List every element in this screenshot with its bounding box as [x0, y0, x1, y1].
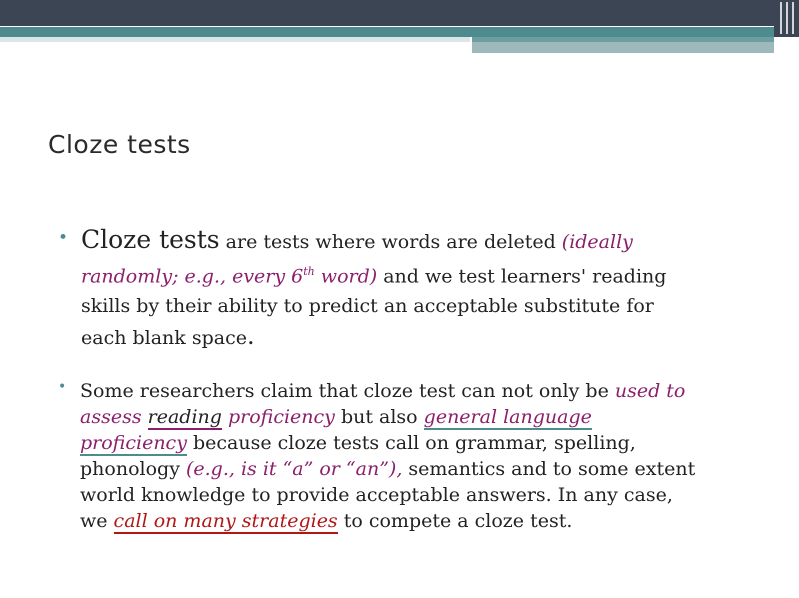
header-bar	[0, 0, 799, 26]
bullet-line	[81, 321, 758, 353]
text-span: and we test learners' reading	[377, 265, 667, 288]
text-span: general language	[423, 406, 592, 428]
slide-title: Cloze tests	[48, 130, 191, 159]
text-span: randomly; e.g., every 6	[81, 265, 304, 288]
text-span: call on many strategies	[113, 510, 338, 532]
text-span: to compete a cloze test.	[337, 510, 573, 532]
bullet-researchers-claim	[58, 378, 758, 534]
text-span: but also	[334, 406, 424, 428]
bullet-line	[80, 508, 750, 534]
text-span: phonology	[80, 458, 186, 480]
bullet-line: world knowledge to provide acceptable answers. In any case,	[80, 484, 673, 506]
accent-strip-light	[0, 37, 470, 42]
bullet-text	[80, 378, 750, 534]
text-span: (e.g., is it “a” or “an”),	[185, 458, 403, 480]
bullet-line	[80, 456, 750, 482]
text-span: word)	[314, 265, 378, 288]
bullet-line	[81, 257, 758, 291]
bullet-dot: •	[58, 228, 69, 248]
bullet-text	[81, 225, 758, 353]
bullet-line	[80, 404, 750, 430]
bullet-line: skills by their ability to predict an acceptable substitute for	[81, 295, 654, 318]
text-span: Some researchers claim that cloze test can not only be	[80, 380, 615, 402]
accent-strip	[0, 27, 774, 37]
text-span: semantics and to some extent	[402, 458, 696, 480]
text-span: we	[80, 510, 114, 532]
bullet-dot: •	[58, 379, 67, 395]
accent-strip-tab-top	[472, 37, 774, 42]
text-span: assess	[80, 406, 148, 428]
text-span: proficiency	[80, 432, 187, 454]
text-span: (ideally	[561, 231, 633, 253]
text-span: proficiency	[221, 406, 335, 428]
text-span: because cloze tests call on grammar, spelling,	[186, 432, 636, 454]
text-span: each blank space	[81, 327, 247, 350]
bullet-line	[80, 430, 750, 456]
superscript: th	[303, 265, 315, 278]
bullet-line	[81, 225, 758, 257]
bullet-line	[80, 378, 750, 404]
header-corner-lines	[777, 2, 795, 34]
text-span: .	[246, 322, 255, 351]
text-span: reading	[147, 406, 222, 428]
text-span: used to	[614, 380, 686, 402]
term-cloze-tests: Cloze tests	[81, 225, 220, 254]
bullet-cloze-definition	[58, 225, 758, 353]
text-span: are tests where words are deleted	[219, 231, 562, 253]
